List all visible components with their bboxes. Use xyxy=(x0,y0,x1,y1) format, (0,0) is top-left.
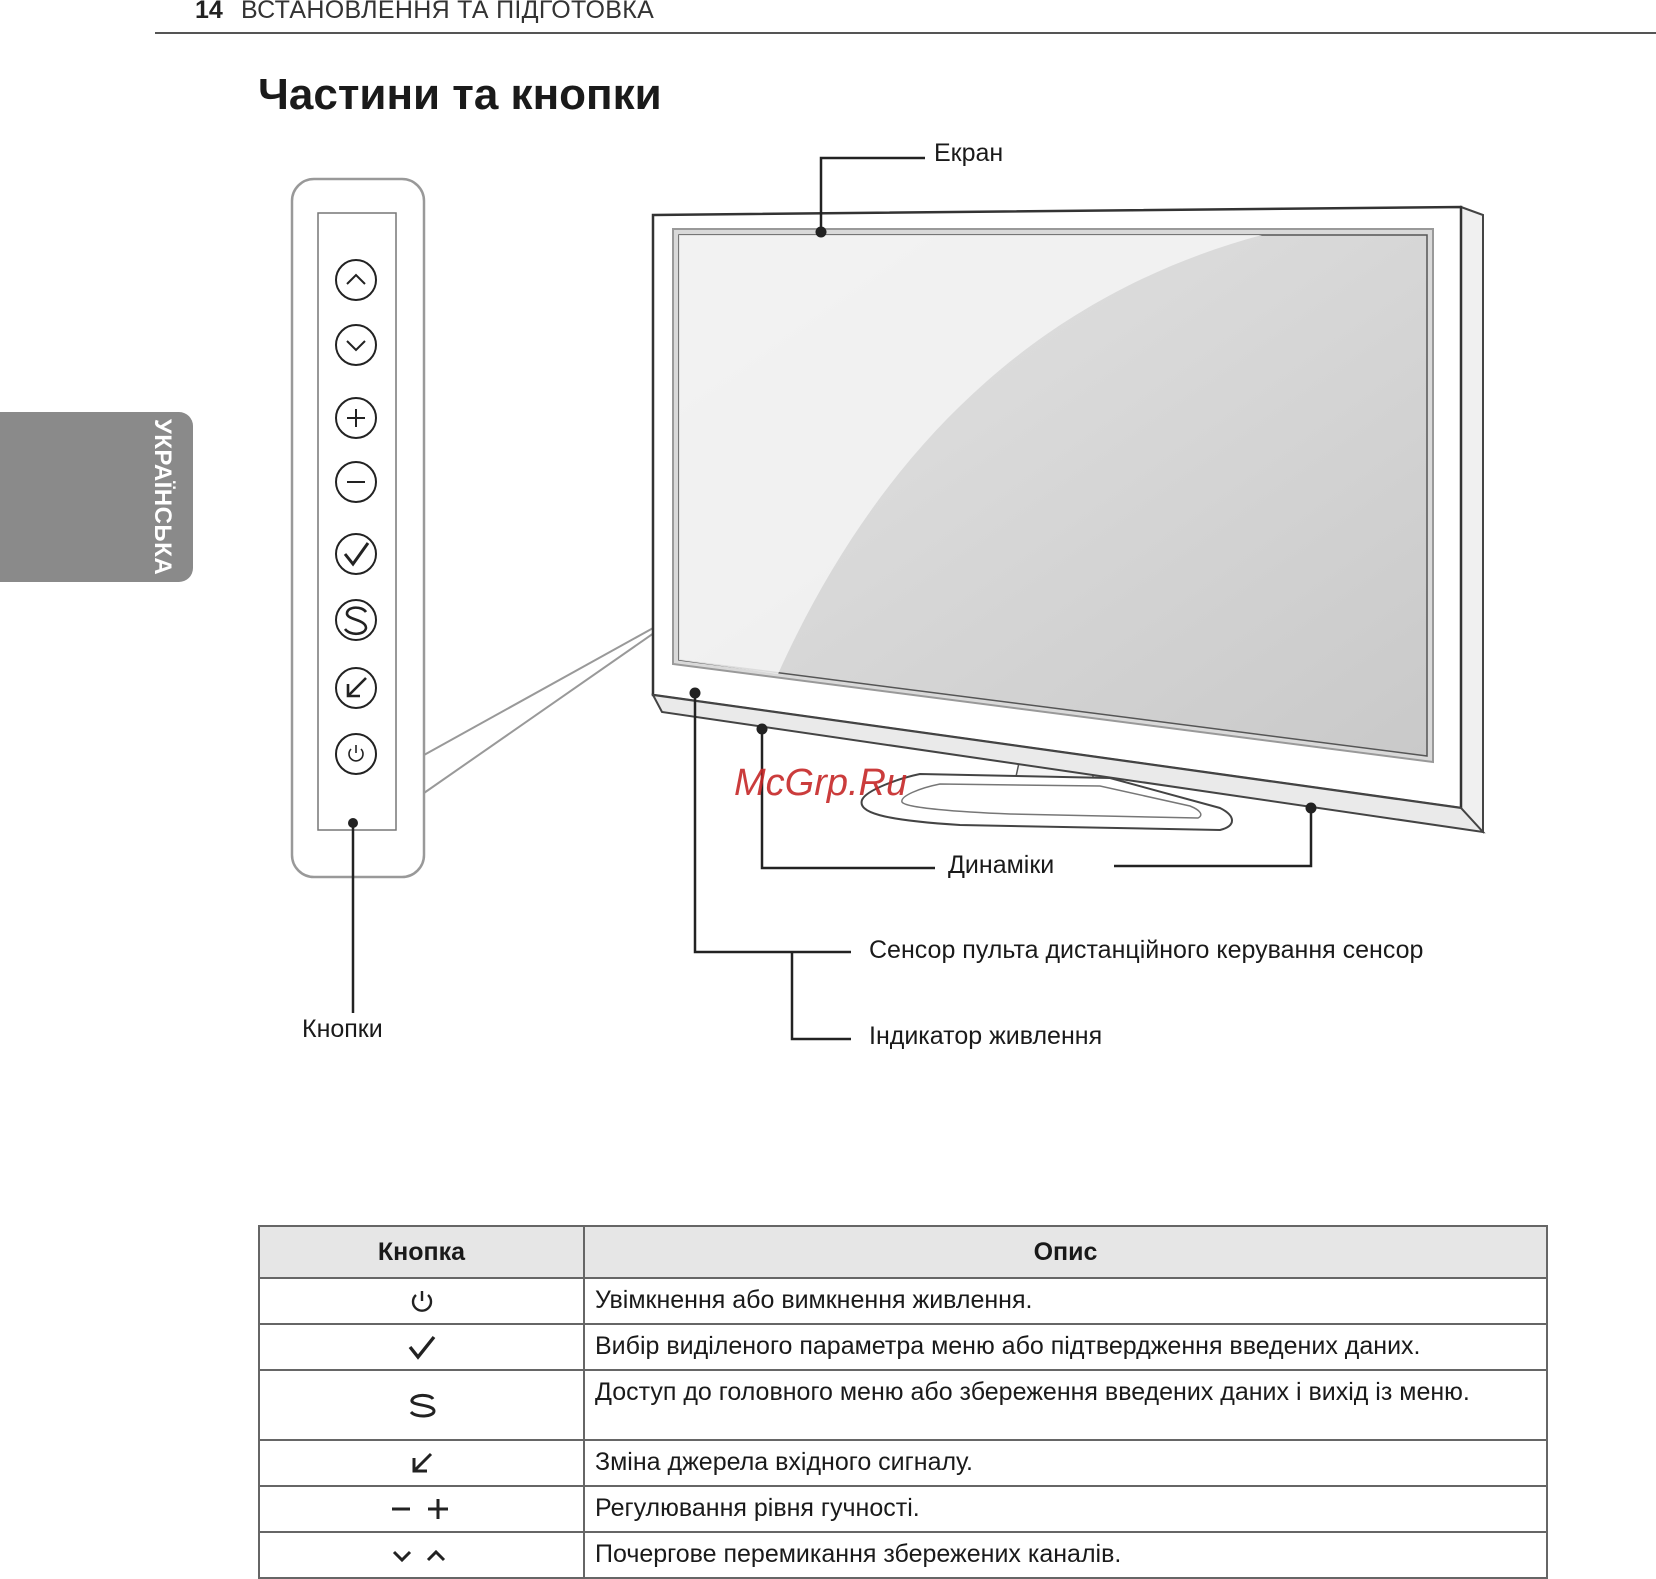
table-header-description: Опис xyxy=(584,1226,1547,1278)
page-title: Частини та кнопки xyxy=(258,70,662,119)
section-title: ВСТАНОВЛЕННЯ ТА ПІДГОТОВКА xyxy=(241,0,655,24)
language-tab-label: УКРАЇНСЬКА xyxy=(149,418,176,576)
row-description: Доступ до головного меню або збереження введених даних і вихід із меню. xyxy=(584,1370,1547,1440)
row-description: Увімкнення або вимкнення живлення. xyxy=(584,1278,1547,1324)
buttons-table xyxy=(258,1225,1548,1579)
label-buttons: Кнопки xyxy=(302,1015,383,1043)
tv-body xyxy=(653,207,1483,832)
power-icon xyxy=(407,1286,437,1316)
table-row xyxy=(259,1370,1547,1440)
table-header-button: Кнопка xyxy=(259,1226,584,1278)
label-screen: Екран xyxy=(934,139,1004,167)
label-power-indicator: Індикатор живлення xyxy=(869,1022,1103,1050)
row-description: Вибір виділеного параметра меню або підтвердження введених даних. xyxy=(584,1324,1547,1370)
label-remote-sensor: Сенсор пульта дистанційного керування сенсор xyxy=(869,936,1424,964)
button-panel xyxy=(292,179,424,1013)
table-row xyxy=(259,1532,1547,1578)
table-row xyxy=(259,1440,1547,1486)
label-speakers: Динаміки xyxy=(948,851,1055,879)
check-icon xyxy=(406,1332,438,1362)
table-row xyxy=(259,1278,1547,1324)
settings-s-icon xyxy=(406,1390,438,1420)
input-arrow-icon xyxy=(407,1448,437,1478)
table-row xyxy=(259,1324,1547,1370)
page-number: 14 xyxy=(195,0,223,24)
row-description: Почергове перемикання збережених каналів. xyxy=(584,1532,1547,1578)
table-row xyxy=(259,1486,1547,1532)
volume-minus-plus-icon xyxy=(390,1494,454,1524)
row-description: Зміна джерела вхідного сигналу. xyxy=(584,1440,1547,1486)
watermark: McGrp.Ru xyxy=(734,762,908,804)
row-description: Регулювання рівня гучності. xyxy=(584,1486,1547,1532)
channel-down-up-icon xyxy=(390,1540,454,1570)
